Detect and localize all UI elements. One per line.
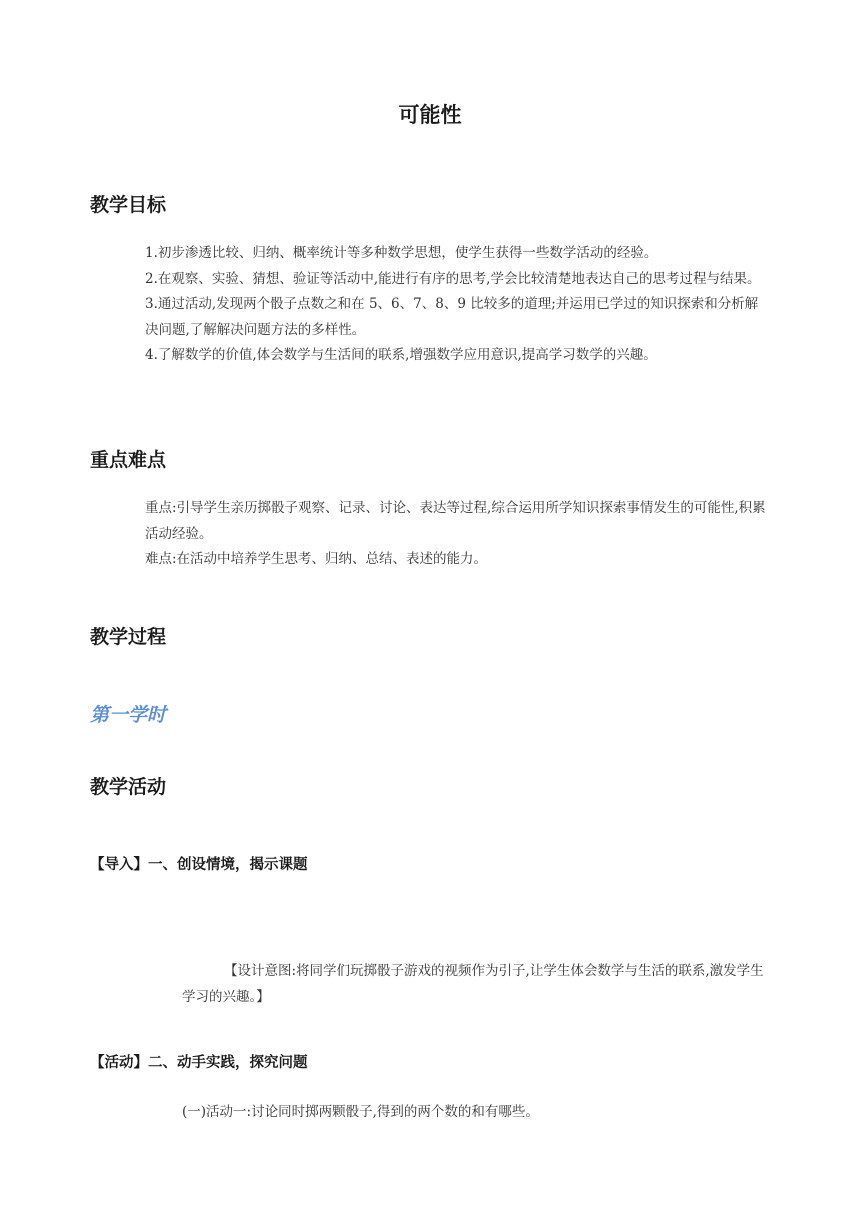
- objective-item: 3.通过活动,发现两个骰子点数之和在 5、6、7、8、9 比较多的道理;并运用已学过的知识探索和分析解决问题,了解解决问题方法的多样性。: [145, 296, 759, 338]
- objectives-list: [145, 241, 771, 369]
- document-title: 可能性: [398, 104, 462, 127]
- intro-heading: 【导入】一、创设情境，揭示课题: [90, 857, 308, 873]
- keypoint-item: 难点:在活动中培养学生思考、归纳、总结、表述的能力。: [145, 551, 488, 567]
- lesson-heading: 第一学时: [90, 705, 167, 726]
- section-heading-objectives: 教学目标: [90, 195, 167, 216]
- objective-item: 2.在观察、实验、猜想、验证等活动中,能进行有序的思考,学会比较清楚地表达自己的思考过程与结果。: [145, 270, 761, 287]
- keypoints-list: [145, 496, 771, 573]
- section-heading-activities: 教学活动: [90, 777, 167, 798]
- objective-item: 4.了解数学的价值,体会数学与生活间的联系,增强数学应用意识,提高学习数学的兴趣。: [145, 347, 657, 363]
- keypoint-item: 重点:引导学生亲历掷骰子观察、记录、讨论、表达等过程,综合运用所学知识探索事情发生的可能性,积累活动经验。: [145, 500, 766, 542]
- activity-heading: 【活动】二、动手实践，探究问题: [90, 1055, 308, 1071]
- design-intent-note: 【设计意图:将同学们玩掷骰子游戏的视频作为引子,让学生体会数学与生活的联系,激发学生学习的兴趣。】: [182, 963, 764, 1005]
- activity-item: (一)活动一:讨论同时掷两颗骰子,得到的两个数的和有哪些。: [182, 1104, 539, 1120]
- objective-item: 1.初步渗透比较、归纳、概率统计等多种数学思想，使学生获得一些数学活动的经验。: [145, 245, 658, 261]
- section-heading-process: 教学过程: [90, 627, 167, 648]
- section-heading-keypoints: 重点难点: [90, 450, 167, 471]
